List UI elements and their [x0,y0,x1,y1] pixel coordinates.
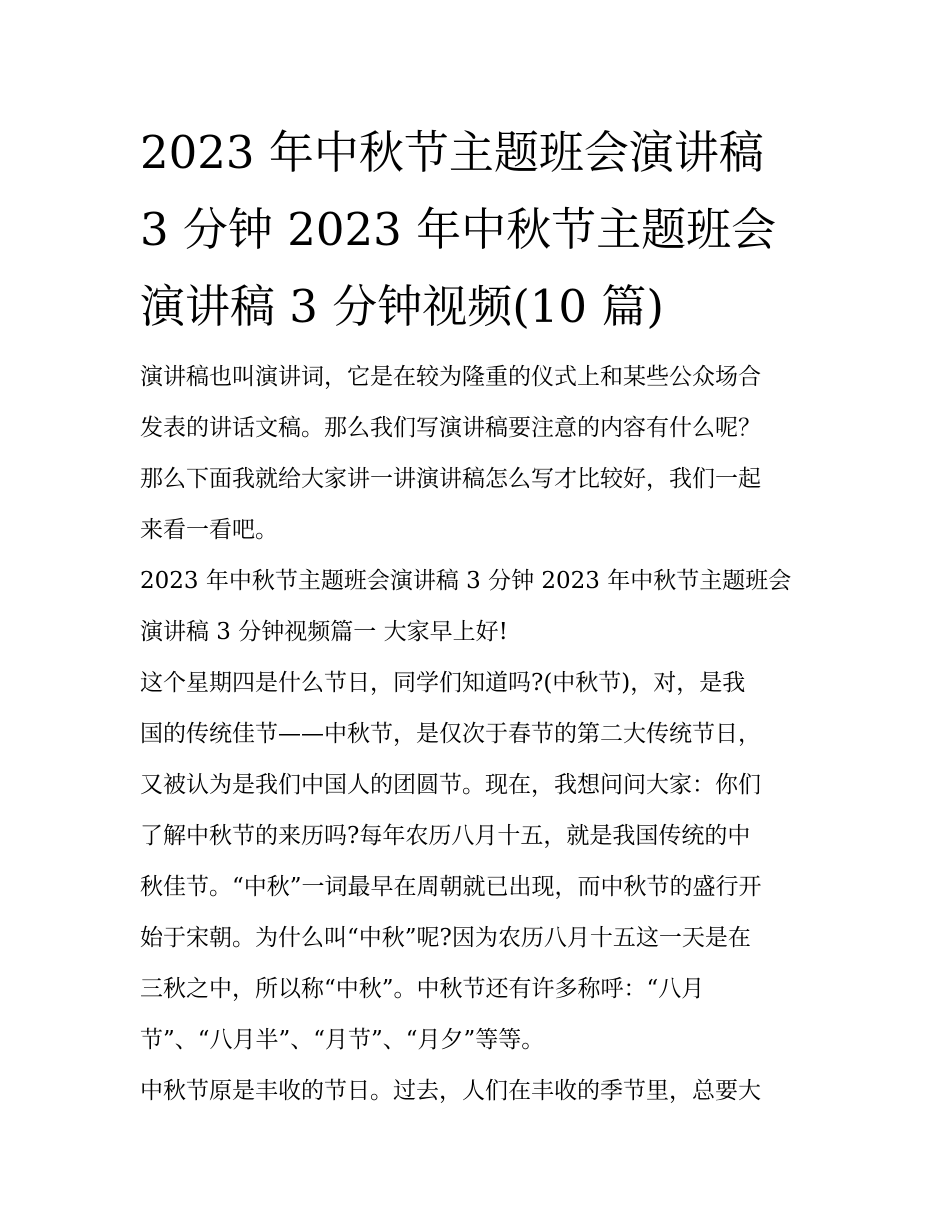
paragraph-intro: 演讲稿也叫演讲词，它是在较为隆重的仪式上和某些公众场合 发表的讲话文稿。那么我们写演讲稿要注意的内容有什么呢？ 那么下面我就给大家讲一讲演讲稿怎么写才比较好，我们一起 来看一看吧。 [140,364,761,543]
paragraph-section-heading: 2023 年中秋节主题班会演讲稿 3 分钟 2023 年中秋节主题班会 演讲稿 3 分钟视频篇一 大家早上好! [140,568,792,645]
paragraph-festival-history: 这个星期四是什么节日，同学们知道吗?(中秋节)，对，是我 国的传统佳节——中秋节，是仅次于春节的第二大传统节日， 又被认为是我们中国人的团圆节。现在，我想问问大家：你们 了解中秋节的来历吗?每年农历八月十五，就是我国传统的中 秋佳节。“中秋”一词最早在周朝就已出现，而中秋节的盛行开 始于宋朝。为什么叫“中秋”呢?因为农历八月十五这一天是在 三秋之中，所以称“中秋”。中秋节还有许多称呼：“八月 节”、“八月半”、“月节”、“月夕”等等。 [140,670,762,1053]
paragraph-harvest: 中秋节原是丰收的节日。过去，人们在丰收的季节里，总要大 [140,1078,761,1104]
document-title: 2023 年中秋节主题班会演讲稿 3 分钟 2023 年中秋节主题班会 演讲稿 3 分钟视频(10 篇) [140,126,777,333]
document-body [140,352,820,1117]
